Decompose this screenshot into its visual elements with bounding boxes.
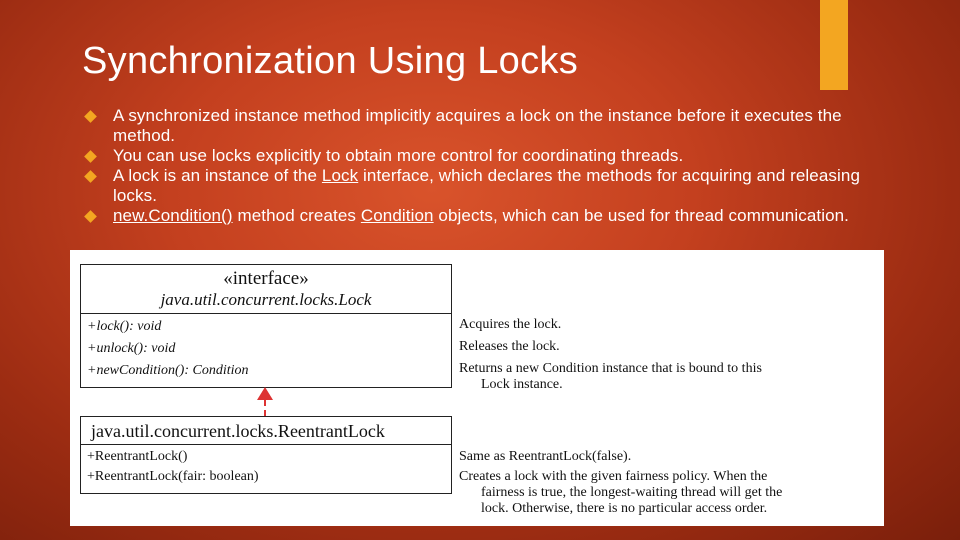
- diamond-bullet-icon: [84, 110, 97, 123]
- desc-newcondition: [459, 361, 762, 393]
- class-methods: [81, 445, 451, 487]
- bullet-link-lock[interactable]: Lock: [321, 166, 359, 185]
- slide-title: Synchronization Using Locks: [82, 40, 579, 82]
- bullet-text: interface, which declares the methods for acquiring and releasing locks.: [113, 166, 861, 205]
- bullet-item: [86, 206, 886, 226]
- desc-lock: Acquires the lock.: [459, 317, 562, 332]
- method-ctor: +ReentrantLock(): [87, 449, 188, 464]
- desc-newcondition-line1: Returns a new Condition instance that is bound to this: [459, 361, 762, 376]
- desc-ctor-fair-line1: Creates a lock with the given fairness policy. When the: [459, 469, 768, 484]
- interface-name: java.util.concurrent.locks.Lock: [160, 290, 372, 309]
- desc-ctor-fair-line3: lock. Otherwise, there is no particular access order.: [481, 501, 768, 516]
- bullet-item: [86, 166, 886, 206]
- diamond-bullet-icon: [84, 210, 97, 223]
- bullet-text: A synchronized instance method implicitly acquires a lock on the instance before it executes the method.: [113, 106, 842, 145]
- method-ctor-fair: +ReentrantLock(fair: boolean): [87, 469, 259, 484]
- bullet-list: [86, 106, 886, 226]
- desc-unlock: Releases the lock.: [459, 339, 560, 354]
- desc-ctor: Same as ReentrantLock(false).: [459, 449, 632, 464]
- bullet-text: method creates: [232, 206, 361, 225]
- diamond-bullet-icon: [84, 170, 97, 183]
- implements-arrow-line: [264, 400, 266, 416]
- accent-tab: [820, 0, 848, 90]
- interface-box: [80, 264, 452, 388]
- interface-stereotype: «interface»: [223, 268, 309, 289]
- interface-header: [81, 268, 451, 314]
- bullet-item: [86, 146, 886, 166]
- method-newcondition: +newCondition(): Condition: [87, 363, 249, 378]
- interface-methods: [81, 314, 451, 382]
- implements-arrowhead-icon: [257, 387, 273, 400]
- bullet-item: [86, 106, 886, 146]
- bullet-text: You can use locks explicitly to obtain more control for coordinating threads.: [113, 146, 684, 165]
- bullet-text: A lock is an instance of the: [113, 166, 322, 185]
- method-lock: +lock(): void: [87, 319, 162, 334]
- method-unlock: +unlock(): void: [87, 341, 176, 356]
- bullet-link-condition[interactable]: Condition: [360, 206, 434, 225]
- desc-ctor-fair: [459, 469, 782, 517]
- class-name: java.util.concurrent.locks.ReentrantLock: [81, 417, 451, 445]
- uml-diagram: [70, 250, 884, 526]
- diamond-bullet-icon: [84, 150, 97, 163]
- desc-ctor-fair-line2: fairness is true, the longest-waiting thread will get the: [481, 485, 783, 500]
- bullet-link-newcondition[interactable]: new.Condition(): [113, 206, 233, 225]
- bullet-text: objects, which can be used for thread communication.: [433, 206, 850, 225]
- desc-newcondition-line2: Lock instance.: [481, 377, 563, 392]
- class-box: [80, 416, 452, 494]
